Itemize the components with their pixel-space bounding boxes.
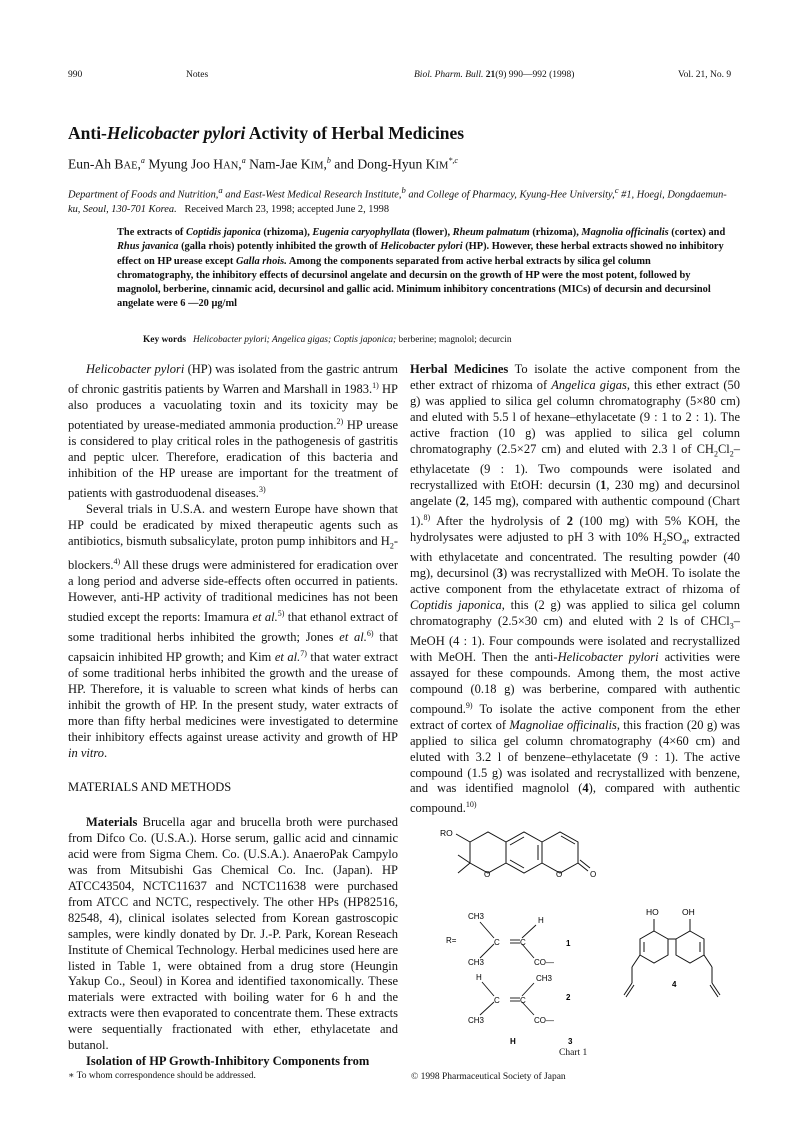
compound-1-number: 1 xyxy=(566,939,571,948)
h-label: H xyxy=(538,916,544,925)
materials-paragraph: Materials Brucella agar and brucella broth were purchased from Difco Co. (U.S.A.). Horse serum, gallic acid and cinnamic acid were from Sigma Chem. Co. (U.S.A.). AnaeroPak Campylo was from Mitsubishi Gas Chemical Co. Inc. (Japan). HP ATCC43504, NCTC11637 and NCTC11638 were purchased from ATCC and NCTC, respectively. The other HPs (HP82516, 82548, 4), clinical isolates selected from Korean gastroscopic samples, were kindly donated by Dr. J.-P. Park, Korean Reseach Institute of Chemical Technology. Herbal medicines used here are listed in Table 1, were obtained from a drug store (Heungin Yakup Co., Seoul) in Korea and identified taxonomically. These materials were extracted with boiling water for 6 h and the extracts were then evaporated to concentrate them. These extracts were sequentially fractionated with ether, ethylacetate and butanol. xyxy=(68,815,398,1053)
chemical-structures-chart xyxy=(410,815,740,1065)
h-label: H xyxy=(510,1037,516,1046)
compound-3-number: 3 xyxy=(568,1037,573,1046)
ho-label: HO xyxy=(646,907,659,917)
co-label: CO— xyxy=(534,1016,554,1025)
ch3-label: CH3 xyxy=(468,912,485,921)
alkene-2-bonds xyxy=(480,982,534,1015)
abstract: The extracts of Coptidis japonica (rhizoma), Eugenia caryophyllata (flower), Rheum palmatum (rhizoma), Magnolia officinalis (cortex) and Rhus javanica (galla rhois) potently inhibited the growth of Helicobacter pylori (HP). However, these herbal extracts showed no inhibitory effect on HP urease except Galla rhois. Among the components separated from active herbal extracts by silica gel column chromatography, the inhibitory effects of decursinol angelate and decursin on the growth of HP were the most potent, followed by magnolol, berberine, cinnamic acid, decursinol and gallic acid. Minimum inhibitory concentrations (MICs) of decursin and decursinol angelate were 6 —20 μg/ml xyxy=(117,227,726,310)
section-heading: MATERIALS AND METHODS xyxy=(68,780,232,795)
h-label: H xyxy=(476,973,482,982)
ring-oxygen-2: O xyxy=(556,870,563,879)
ring-oxygen-1: O xyxy=(484,870,491,879)
keywords: Key words Helicobacter pylori; Angelica gigas; Coptis japonica; berberine; magnolol; decurcin xyxy=(143,335,512,345)
intro-paragraph-2: Several trials in U.S.A. and western Europe have shown that HP could be eradicated by mixed therapeutic agents such as antibiotics, bismuth subsalicylate, proton pump inhibitors and $H_2-blockers.^{4)}$ All these drugs were administered for eradication over a long period and adverse side-effects often occurred in patients. However, anti-HP activity of traditional medicines has not been studied except the reports: Imamura et al.$^{5)}$ that ethanol extract of some traditional herbs inhibited the growth; Jones et al.$^{6)}$ that capsaicin inhibited HP growth; and Kim et al.$^{7)}$ that water extract of some traditional herbs inhibited the growth and the urease of HP. Therefore, it is valuable to screen what kinds of herbs can inhibit the growth of HP. In the present study, water extracts of more than fifty herbal medicines were investigated to determine their inhibitory effects against urease activity and growth of HP in vitro. xyxy=(68,501,399,760)
herbal-medicines-paragraph: Herbal Medicines To isolate the active component from the ether extract of rhizoma of Angelica gigas, this ether extract (50 g) was applied to silica gel column chromatography (5×80 cm) and eluted with 5.5 l of hexane–ethylacetate (9 : 1 to 2 : 1). The active fraction (10 g) was applied to silica gel column chromatography (2.5×27 cm) and eluted with 2.3 l of $CH_2Cl_2$–ethylacetate (9 : 1). Two compounds were isolated and recrystallized with EtOH: decursin (1, 230 mg) and decursinol angelate (2, 145 mg), compared with authentic compound (Chart 1).$^{8)}$ After the hydrolysis of 2 (100 mg) with 5% KOH, the hydrolysates were adjusted to pH 3 with 10% $H_2SO_4$, extracted with ethylacetate and concentrated. The resulting powder (40 mg), decursinol (3) was recrystallized with MeOH. To isolate the active component from the ethylacetate extract of rhizoma of Coptidis japonica, this (2 g) was applied to silica gel column chromatography (2.5×30 cm) and eluted with 2 ls of CHCl$_3$–MeOH (4 : 1). Four compounds were isolated and recrystallized with MeOH. Then the anti-Helicobacter pylori activities were assayed for these compounds. Among them, the most active compound (0.18 g) was berberine, compared with authentic compound.$^{9)}$ To isolate the active component from the ether extract of cortex of Magnoliae officinalis, this fraction (20 g) was applied to silica gel column chromatography (4×60 cm) and eluted with 3.2 l of benzene–ethylacetate (9 : 1). The active compound (1.5 g) was isolated and recrystallized with benzene, and was identified magnolol (4), compared with authentic compound.$^{10)}$ xyxy=(410,362,741,816)
co-label: CO— xyxy=(534,958,554,967)
carbon-label: C xyxy=(494,938,500,947)
copyright: © 1998 Pharmaceutical Society of Japan xyxy=(411,1072,566,1082)
volume-number: Vol. 21, No. 9 xyxy=(678,70,732,80)
article-title: Anti-Helicobacter pylori Activity of Herbal Medicines xyxy=(68,123,465,143)
carbon-label: C xyxy=(520,938,526,947)
journal-citation: Biol. Pharm. Bull. 21(9) 990—992 (1998) xyxy=(414,70,575,80)
carbonyl-oxygen: O xyxy=(590,870,597,879)
ch3-label: CH3 xyxy=(468,958,485,967)
coumarin-skeleton xyxy=(456,832,590,873)
left-column xyxy=(68,362,398,1070)
ro-label: RO xyxy=(440,828,453,838)
page-number: 990 xyxy=(68,70,83,80)
section-label: Notes xyxy=(186,70,209,80)
r-equals-label: R= xyxy=(446,936,457,945)
carbon-label: C xyxy=(520,996,526,1005)
ch3-label: CH3 xyxy=(536,974,553,983)
right-column xyxy=(410,362,740,817)
footnote: ∗ To whom correspondence should be addressed. xyxy=(68,1071,256,1081)
affiliation: Department of Foods and Nutrition,$^a$ and East-West Medical Research Institute,$^b$ and College of Pharmacy, Kyung-Hee University,$^c$ #1, Hoegi, Dongdaemun-ku, Seoul, 130-701 Korea. Received March 23, 1998; accepted June 2, 1998 xyxy=(68,185,727,216)
intro-paragraph-1: Helicobacter pylori (HP) was isolated from the gastric antrum of chronic gastritis patients by Warren and Marshall in 1983.$^{1)}$ HP also produces a vacuolating toxin and its toxicity may be potentiated by urease-mediated ammonia production.$^{2)}$ HP urease is considered to play critical roles in the pathogenesis of gastritis and peptic ulcer. Therefore, eradication of this bacteria and inhibition of the HP urease are important for the treatment of patients with gastroduodenal diseases.$^{3)}$ xyxy=(68,362,399,500)
alkene-1-bonds xyxy=(480,922,536,958)
chart-caption: Chart 1 xyxy=(559,1048,588,1058)
compound-2-number: 2 xyxy=(566,993,571,1002)
carbon-label: C xyxy=(494,996,500,1005)
oh-label: OH xyxy=(682,907,695,917)
compound-4-number: 4 xyxy=(672,980,677,989)
isolation-heading: Isolation of HP Growth-Inhibitory Components from xyxy=(86,1053,370,1068)
author-list: Eun-Ah BAE,$^a$ Myung Joo HAN,$^a$ Nam-Jae KIM,$^b$ and Dong-Hyun $KIM^{*,c}$ xyxy=(68,156,458,172)
ch3-label: CH3 xyxy=(468,1016,485,1025)
